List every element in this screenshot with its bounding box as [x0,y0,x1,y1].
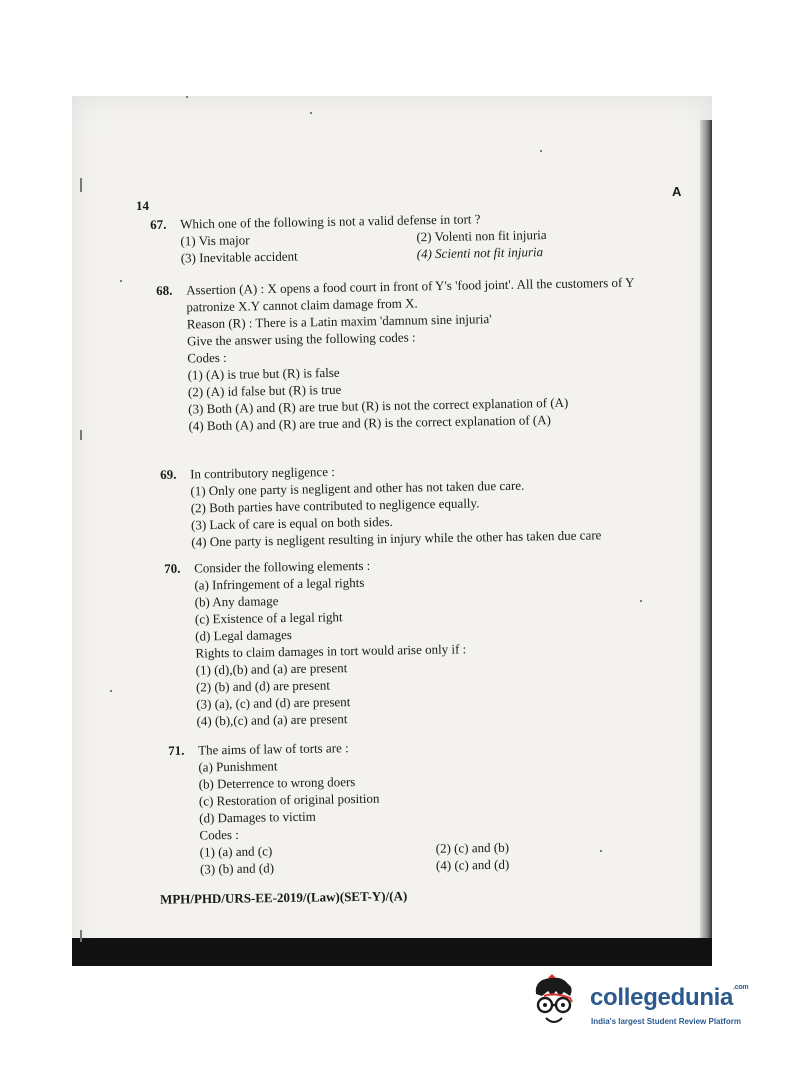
question-text: In contributory negligence : [190,463,336,482]
option: (2) (A) id false but (R) is true [187,381,342,400]
reason-text: Reason (R) : There is a Latin maxim 'damnum sine injuria' [186,311,492,332]
option: (4) (b),(c) and (a) are present [196,711,348,729]
option: (2) Volenti non fit injuria [416,227,547,245]
watermark-brand [590,984,748,1012]
question-67 [150,209,547,267]
element-item: (b) Any damage [194,593,279,610]
option: (3) (a), (c) and (d) are present [196,694,351,712]
set-letter: A [672,184,682,199]
option: (3) Lack of care is equal on both sides. [190,513,393,533]
question-text: Which one of the following is not a valid defense in tort ? [180,211,481,232]
option: (4) Both (A) and (R) are true and (R) is the correct explanation of (A) [188,412,552,434]
question-number: 71. [168,742,185,758]
page-edge-shadow [700,120,712,940]
question-line: Give the answer using the following codes : [186,329,416,349]
scan-mark [80,430,82,440]
option: (1) (d),(b) and (a) are present [195,660,348,678]
question-68 [156,274,637,435]
scan-speck [186,96,188,98]
element-item: (a) Infringement of a legal rights [194,574,365,593]
aim-item: (a) Punishment [198,758,278,775]
question-70 [164,555,467,730]
paper-code-footer: MPH/PHD/URS-EE-2019/(Law)(SET-Y)/(A) [159,888,408,907]
question-71 [168,737,509,878]
option: (3) Inevitable accident [180,248,298,266]
codes-label: Codes : [199,826,239,843]
option: (2) (c) and (b) [435,839,510,856]
aim-item: (c) Restoration of original position [198,790,380,809]
option: (2) Both parties have contributed to negligence equally. [190,495,480,516]
option: (4) (c) and (d) [435,856,510,873]
brand-suffix: .com [733,984,749,991]
question-number: 68. [156,282,173,298]
question-text: Consider the following elements : [194,557,371,576]
question-text: The aims of law of torts are : [198,740,349,758]
scan-speck [120,280,122,282]
question-69 [160,458,602,551]
question-line: Rights to claim damages in tort would arise only if : [195,641,467,661]
option: (4) Scienti not fit injuria [416,244,544,262]
brand-name: collegedunia [590,984,734,1011]
aim-item: (d) Damages to victim [199,808,316,826]
option: (3) Both (A) and (R) are true but (R) is not the correct explanation of (A) [188,394,569,417]
scan-speck [540,150,542,152]
question-number: 67. [150,216,167,232]
question-line: patronize X.Y cannot claim damage from X. [186,295,418,315]
option: (4) One party is negligent resulting in injury while the other has taken due care [191,527,602,550]
scan-mark [80,930,82,942]
element-item: (d) Legal damages [195,627,293,644]
scan-speck [310,112,312,114]
scan-mark [80,178,82,192]
scan-speck [640,600,642,602]
question-number: 70. [164,560,181,576]
option: (1) Vis major [180,232,250,249]
assertion-text: Assertion (A) : X opens a food court in front of Y's 'food joint'. All the customers of Y [186,274,635,298]
page-number: 14 [136,198,149,213]
aim-item: (b) Deterrence to wrong doers [198,774,356,792]
question-number: 69. [160,466,177,482]
scan-speck [600,850,602,852]
option: (1) (A) is true but (R) is false [187,364,340,383]
option: (2) (b) and (d) are present [195,677,331,695]
scan-speck [110,690,112,692]
option: (1) (a) and (c) [199,843,273,860]
option: (1) Only one party is negligent and other has not taken due care. [190,477,525,499]
scan-bottom-band [72,938,712,966]
element-item: (c) Existence of a legal right [194,609,343,627]
option: (3) (b) and (d) [199,860,275,877]
watermark-tagline: India's largest Student Review Platform [591,1017,741,1026]
codes-label: Codes : [187,349,227,366]
